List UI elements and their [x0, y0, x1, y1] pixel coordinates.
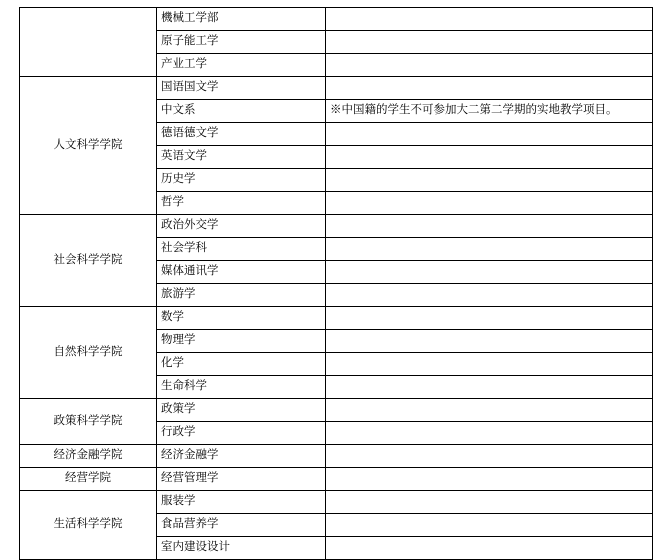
- note-cell: [326, 31, 653, 54]
- college-cell-natural-sciences: 自然科学学院: [20, 307, 157, 399]
- note-cell: [326, 146, 653, 169]
- college-cell-human-ecology: 生活科学学院: [20, 491, 157, 560]
- college-cell-social-sciences: 社会科学学院: [20, 215, 157, 307]
- college-cell-economics-finance: 经济金融学院: [20, 445, 157, 468]
- table-row: [20, 445, 653, 468]
- note-cell: [326, 422, 653, 445]
- major-cell: 国语国文学: [157, 77, 326, 100]
- major-cell: 中文系: [157, 100, 326, 123]
- major-cell: 旅游学: [157, 284, 326, 307]
- major-cell: 德语德文学: [157, 123, 326, 146]
- note-cell: [326, 537, 653, 560]
- table-row: [20, 77, 653, 100]
- major-cell: 经营管理学: [157, 468, 326, 491]
- note-cell: [326, 215, 653, 238]
- major-cell: 社会学科: [157, 238, 326, 261]
- note-cell: [326, 261, 653, 284]
- major-cell: 化学: [157, 353, 326, 376]
- major-cell: 室内建设设计: [157, 537, 326, 560]
- note-cell: [326, 54, 653, 77]
- major-cell: 经济金融学: [157, 445, 326, 468]
- note-cell: [326, 353, 653, 376]
- major-cell: 物理学: [157, 330, 326, 353]
- document-page: [0, 7, 671, 554]
- major-cell: 服装学: [157, 491, 326, 514]
- major-cell: 历史学: [157, 169, 326, 192]
- table-body: [20, 8, 653, 560]
- major-cell: 食品营养学: [157, 514, 326, 537]
- note-cell: [326, 77, 653, 100]
- note-cell: [326, 192, 653, 215]
- table-row: [20, 491, 653, 514]
- major-cell: 英语文学: [157, 146, 326, 169]
- note-cell: [326, 330, 653, 353]
- table-row: [20, 307, 653, 330]
- note-cell: [326, 445, 653, 468]
- note-cell: [326, 376, 653, 399]
- note-cell: [326, 307, 653, 330]
- table-row: [20, 215, 653, 238]
- note-cell: [326, 284, 653, 307]
- note-cell: ※中国籍的学生不可参加大二第二学期的实地教学项目。: [326, 100, 653, 123]
- major-cell: 生命科学: [157, 376, 326, 399]
- major-cell: 政策学: [157, 399, 326, 422]
- college-cell-continued: [20, 8, 157, 77]
- major-cell: 機械工学部: [157, 8, 326, 31]
- table-row: [20, 399, 653, 422]
- note-cell: [326, 123, 653, 146]
- note-cell: [326, 399, 653, 422]
- major-cell: 原子能工学: [157, 31, 326, 54]
- major-cell: 数学: [157, 307, 326, 330]
- major-cell: 媒体通讯学: [157, 261, 326, 284]
- faculty-major-table: [19, 7, 653, 560]
- major-cell: 政治外交学: [157, 215, 326, 238]
- note-cell: [326, 8, 653, 31]
- major-cell: 产业工学: [157, 54, 326, 77]
- note-cell: [326, 169, 653, 192]
- college-cell-business: 经营学院: [20, 468, 157, 491]
- major-cell: 行政学: [157, 422, 326, 445]
- note-cell: [326, 238, 653, 261]
- note-cell: [326, 491, 653, 514]
- college-cell-policy-sciences: 政策科学学院: [20, 399, 157, 445]
- college-cell-humanities: 人文科学学院: [20, 77, 157, 215]
- table-row: [20, 8, 653, 31]
- note-cell: [326, 468, 653, 491]
- table-row: [20, 468, 653, 491]
- major-cell: 哲学: [157, 192, 326, 215]
- note-cell: [326, 514, 653, 537]
